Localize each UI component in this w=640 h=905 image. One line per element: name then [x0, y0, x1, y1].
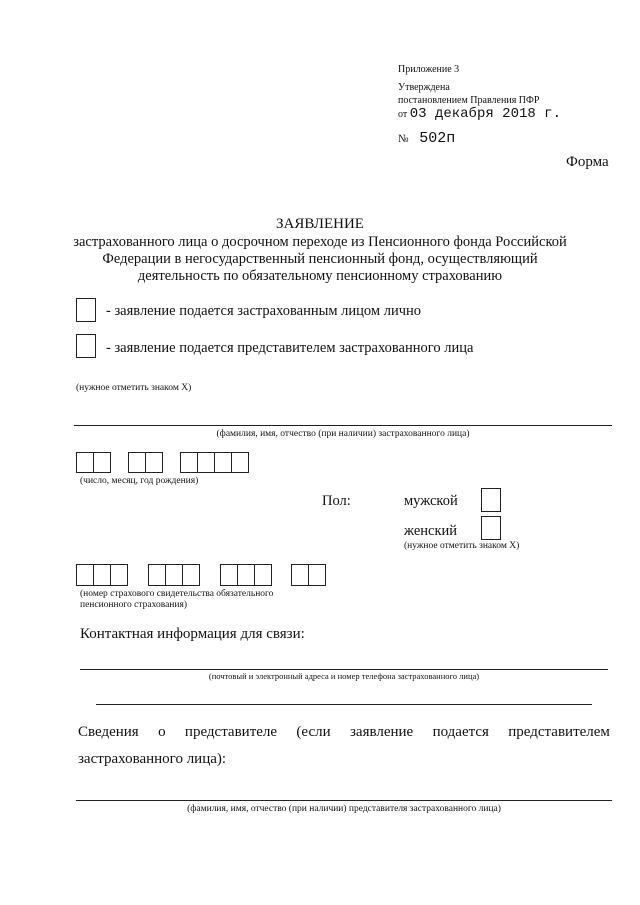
- rep-word-5: заявление: [349, 724, 414, 740]
- birth-month-cells: [128, 452, 162, 473]
- approval-number-row: [398, 130, 455, 147]
- rep-word-1: Сведения: [78, 724, 139, 740]
- approval-number: 502п: [419, 130, 456, 147]
- insured-fio-line[interactable]: [74, 425, 612, 426]
- birth-month-cell-1[interactable]: [128, 452, 146, 473]
- rep-word-3: представителе: [184, 724, 278, 740]
- rep-word-4: (если: [296, 724, 331, 740]
- checkbox-male[interactable]: [481, 488, 501, 512]
- gender-hint: (нужное отметить знаком Х): [404, 541, 520, 551]
- snils-cell-10[interactable]: [291, 564, 309, 586]
- contact-line[interactable]: [80, 669, 608, 670]
- option-representative-label: - заявление подается представителем застрахованного лица: [106, 340, 474, 356]
- approval-date-row: [398, 106, 561, 122]
- rep-word-2: о: [158, 724, 166, 740]
- birth-day-cells: [76, 452, 110, 473]
- snils-cell-5[interactable]: [165, 564, 183, 586]
- snils-cell-11[interactable]: [308, 564, 326, 586]
- gender-female-label: женский: [404, 523, 458, 539]
- snils-cell-9[interactable]: [254, 564, 272, 586]
- birth-year-cell-2[interactable]: [197, 452, 215, 473]
- representative-info-line-1: [78, 724, 610, 741]
- birth-month-cell-2[interactable]: [145, 452, 163, 473]
- snils-caption: [80, 589, 273, 611]
- representative-fio-line[interactable]: [76, 800, 612, 801]
- subtitle-line-2: Федерации в негосударственный пенсионный фонд, осуществляющий: [102, 251, 538, 267]
- approval-date: 03 декабря 2018 г.: [409, 106, 561, 122]
- snils-group-4: [291, 564, 325, 586]
- birth-year-cells: [180, 452, 248, 473]
- snils-cell-6[interactable]: [182, 564, 200, 586]
- gender-label: Пол:: [322, 493, 351, 509]
- appendix-label: Приложение 3: [398, 64, 460, 75]
- checkbox-representative[interactable]: [76, 334, 96, 358]
- snils-group-3: [220, 564, 271, 586]
- snils-group-1: [76, 564, 127, 586]
- approved-by-label: постановлением Правления ПФР: [398, 95, 540, 106]
- contact-title: Контактная информация для связи:: [80, 626, 305, 642]
- options-hint: (нужное отметить знаком Х): [76, 383, 192, 393]
- birth-caption: (число, месяц, год рождения): [80, 476, 199, 486]
- contact-line-2[interactable]: [96, 704, 592, 705]
- birth-year-cell-4[interactable]: [231, 452, 249, 473]
- snils-cell-1[interactable]: [76, 564, 94, 586]
- gender-male-label: мужской: [404, 493, 458, 509]
- birth-day-cell-1[interactable]: [76, 452, 94, 473]
- representative-fio-caption: (фамилия, имя, отчество (при наличии) представителя застрахованного лица): [187, 804, 501, 814]
- rep-word-6: подается: [432, 724, 489, 740]
- contact-caption: (почтовый и электронный адреса и номер телефона застрахованного лица): [208, 671, 480, 681]
- document-title: ЗАЯВЛЕНИЕ: [276, 216, 364, 232]
- representative-info-line-2: застрахованного лица):: [78, 751, 227, 767]
- snils-group-2: [148, 564, 199, 586]
- subtitle-line-3: деятельность по обязательному пенсионному страхованию: [137, 268, 503, 284]
- form-label: Форма: [566, 154, 609, 170]
- snils-cell-2[interactable]: [93, 564, 111, 586]
- checkbox-female[interactable]: [481, 516, 501, 540]
- approved-label: Утверждена: [398, 82, 450, 93]
- subtitle-line-1: застрахованного лица о досрочном переходе из Пенсионного фонда Российской: [73, 234, 567, 250]
- number-prefix: №: [398, 133, 409, 145]
- birth-year-cell-1[interactable]: [180, 452, 198, 473]
- document-subtitle: [40, 234, 600, 285]
- birth-day-cell-2[interactable]: [93, 452, 111, 473]
- snils-cell-7[interactable]: [220, 564, 238, 586]
- snils-caption-line-2: пенсионного страхования): [80, 600, 188, 610]
- snils-cell-3[interactable]: [110, 564, 128, 586]
- snils-cell-4[interactable]: [148, 564, 166, 586]
- checkbox-personal[interactable]: [76, 298, 96, 322]
- date-prefix: от: [398, 109, 408, 120]
- rep-word-7: представителем: [508, 724, 610, 740]
- insured-fio-caption: (фамилия, имя, отчество (при наличии) застрахованного лица): [216, 429, 470, 439]
- snils-cell-8[interactable]: [237, 564, 255, 586]
- birth-year-cell-3[interactable]: [214, 452, 232, 473]
- snils-caption-line-1: (номер страхового свидетельства обязательного: [80, 589, 274, 599]
- option-personal-label: - заявление подается застрахованным лицом лично: [106, 303, 422, 319]
